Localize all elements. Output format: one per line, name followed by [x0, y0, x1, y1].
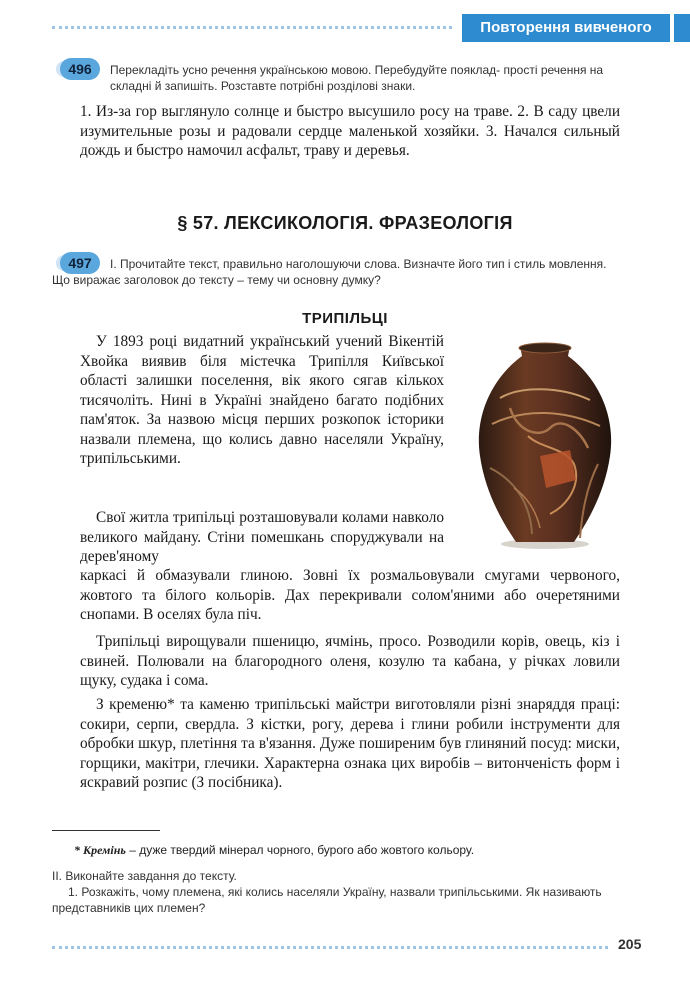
- footnote-divider: [52, 830, 160, 831]
- text-paragraph-4: З кременю* та каменю трипільські майстри виготовляли різні знаряддя праці: сокири, серпи, свердла. З кістки, рогу, дерева і глини робили інструменти для обробки шкур, плетіння та в'язання. Дуже поширеним був глиняний посуд: миски, горщики, макітри, глечики. Характерна ознака цих виробів – витонченість форм і яскравий розпис (З посібника).: [80, 696, 620, 791]
- trypillian-vase-image: [470, 338, 620, 550]
- text-paragraph-3: Трипільці вирощували пшеницю, ячмінь, просо. Розводили корів, овець, кіз і свиней. Полювали на благородного оленя, козулю та кабана, у річках ловили щуку, судака і сома.: [80, 633, 620, 689]
- text-title: ТРИПІЛЬЦІ: [302, 310, 388, 327]
- bottom-dotted-rule: [52, 946, 608, 949]
- header-accent-bar: [674, 14, 690, 42]
- top-dotted-rule: [52, 26, 452, 29]
- text-paragraph-2-top: Свої житла трипільці розташовували колами навколо великого майдану. Стіни помешкань споруджували на дерев'яному: [80, 509, 444, 565]
- tasks-heading: ІІ. Виконайте завдання до тексту.: [52, 869, 237, 883]
- footnote-definition: – дуже твердий мінерал чорного, бурого або жовтого кольору.: [125, 843, 475, 857]
- footnote-term: * Кремінь: [74, 843, 126, 857]
- task-item-1: 1. Розкажіть, чому племена, які колись населяли Україну, назвали трипільськими. Як називають представників цих племен?: [52, 885, 602, 915]
- exercise-number-badge-497: 497: [60, 252, 100, 274]
- page-number: 205: [618, 936, 642, 952]
- exercise-496-text: 1. Из-за гор выглянуло солнце и быстро высушило росу на траве. 2. В саду цвели изумительные розы и радовали сердце маленькой хозяйки. 3. Начался сильный дождь и быстро намочил асфальт, траву и деревья.: [80, 103, 620, 159]
- text-paragraph-2-bottom: каркасі й обмазували глиною. Зовні їх розмальовували смугами червоного, жовтого та білого кольорів. Дах перекривали солом'яними або очеретяними снопами. В оселях була піч.: [80, 567, 620, 623]
- section-heading: § 57. ЛЕКСИКОЛОГІЯ. ФРАЗЕОЛОГІЯ: [177, 213, 513, 233]
- exercise-number-badge-496: 496: [60, 58, 100, 80]
- text-paragraph-1: У 1893 році видатний український учений Вікентій Хвойка виявив біля містечка Трипілля Київської області залишки поселення, вік якого сягав кількох тисячоліть. Нині в Україні знайдено багато подібних пам'яток. За назвою місця перших розкопок історики назвали племена, що колись давно населяли Україну, трипільськими.: [80, 333, 444, 467]
- footnote: [74, 842, 634, 858]
- section-label-tab: Повторення вивченого: [462, 14, 670, 42]
- exercise-497-task: І. Прочитайте текст, правильно наголошуючи слова. Визначте його тип і стиль мовлення. Що виражає заголовок до тексту – тему чи основну думку?: [52, 257, 607, 287]
- exercise-496-task: Перекладіть усно речення українською мовою. Перебудуйте пояклад- прості речення на складні й запишіть. Розставте потрібні розділові знаки.: [110, 63, 604, 93]
